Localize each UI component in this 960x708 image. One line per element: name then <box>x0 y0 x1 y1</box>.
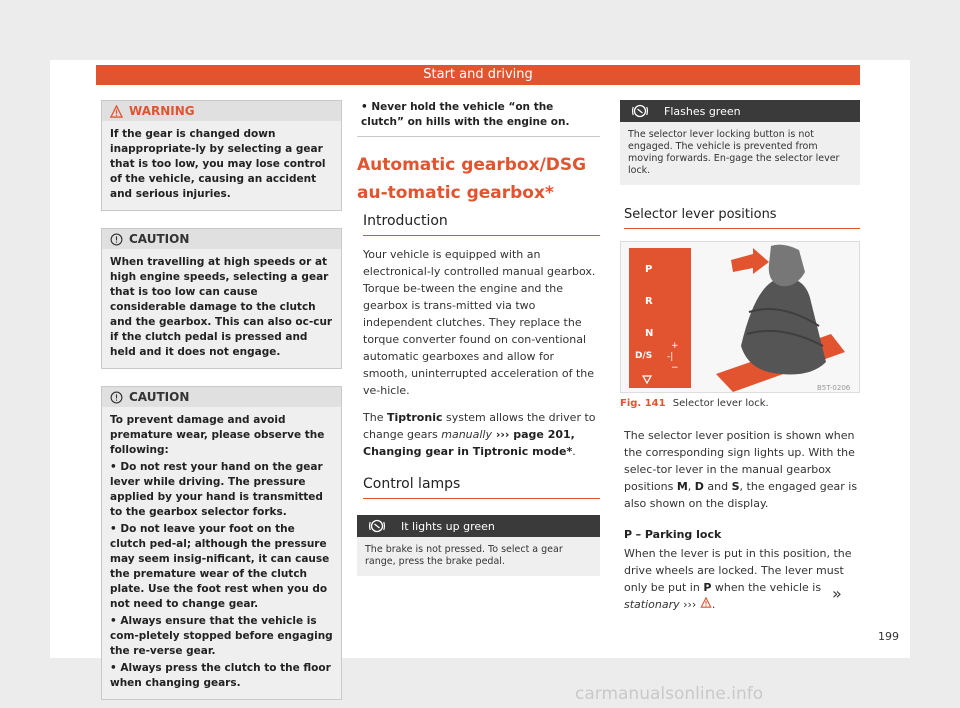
intro-text: Your vehicle is equipped with an electronical-ly controlled manual gearbox. Torque be-tween the engine and the gearbox is trans-mitted via two independent clutches. They replace the torque converter found on con-ventional automatic gearboxes and allow for smooth, uninterrupted acceleration of the ve-hicle. <box>363 248 596 397</box>
gear-lamp-icon <box>632 104 648 118</box>
warning-label: WARNING <box>129 104 195 118</box>
lamp-text: The brake is not pressed. To select a gear range, press the brake pedal. <box>365 544 563 567</box>
caution-icon <box>110 391 123 404</box>
label-p: P <box>645 264 653 275</box>
page-link[interactable]: ››› page 201, Changing gear in Tiptronic mode* <box>363 428 575 458</box>
parking-text: When the lever is put in this position, the drive wheels are locked. The lever must only be put in P when the vehicle is stationary ››› . <box>624 547 852 611</box>
figure-code: B5T-0206 <box>817 384 851 392</box>
parking-symbol: P <box>624 528 633 541</box>
caution-label-1: CAUTION <box>129 232 190 246</box>
lamp-header <box>620 100 860 122</box>
caution-bullet: • Do not leave your foot on the clutch ped-al; although the pressure may seem insig-nificant, it can cause the premature wear of the clutch plate. Use the foot rest when you do not need to change gear. <box>110 523 330 610</box>
left-column <box>101 100 342 708</box>
caution-label-2: CAUTION <box>129 390 190 404</box>
middle-column <box>357 100 600 576</box>
caution-text-1: When travelling at high speeds or at high engine speeds, selecting a gear that is too low can cause considerable damage to the clutch and the gearbox. This can also oc-cur if the clutch pedal is pressed and held and it does not engage. <box>110 256 333 358</box>
figure-caption <box>620 398 860 409</box>
label-ds: D/S <box>635 351 653 361</box>
parking-lock-heading <box>620 528 860 541</box>
warning-box <box>101 100 342 211</box>
caution-bullet: • Always ensure that the vehicle is com-pletely stopped before engaging the re-verse gear. <box>110 615 333 657</box>
selector-heading: Selector lever positions <box>624 207 860 229</box>
figure-caption-text: Selector lever lock. <box>672 398 769 409</box>
section-heading: Automatic gearbox/DSG au-tomatic gearbox* <box>357 155 587 203</box>
selector-text: The selector lever position is shown when the corresponding sign lights up. With the selec-tor lever in the manual gearbox positions M, D and S, the engaged gear is also shown on the display. <box>624 429 858 510</box>
warning-header <box>102 101 341 121</box>
warning-link[interactable]: ››› <box>679 598 700 611</box>
clutch-note: • Never hold the vehicle “on the clutch” on hills with the engine on. <box>361 101 570 128</box>
figure-number: Fig. 141 <box>620 398 666 409</box>
lamp-title: It lights up green <box>401 519 495 533</box>
label-plus: + <box>671 341 679 351</box>
continued-marker: » <box>832 584 842 603</box>
label-n: N <box>645 328 654 339</box>
caution-icon <box>110 233 123 246</box>
label-minus: − <box>671 363 679 373</box>
gear-lamp-icon <box>369 519 385 533</box>
selector-lever-figure <box>620 241 860 393</box>
caution-intro: To prevent damage and avoid premature wear, please observe the following: <box>110 414 325 456</box>
watermark: carmanualsonline.info <box>575 684 764 704</box>
intro-heading: Introduction <box>363 213 600 236</box>
label-r: R <box>645 296 653 307</box>
caution-header-1 <box>102 229 341 249</box>
caution-box-1 <box>101 228 342 369</box>
caution-header-2 <box>102 387 341 407</box>
lamp-flashing <box>620 100 860 185</box>
warning-text: If the gear is changed down inappropriate-ly by selecting a gear that is too low, you may lose control of the vehicle, causing an accident and serious injuries. <box>110 128 326 200</box>
lamp-title: Flashes green <box>664 104 741 118</box>
warning-icon <box>110 105 123 118</box>
selector-lever-illustration <box>621 242 860 393</box>
right-column <box>620 100 860 613</box>
caution-bullet: • Always press the clutch to the floor when changing gears. <box>110 662 331 689</box>
caution-box-2 <box>101 386 342 700</box>
warning-icon <box>700 597 712 608</box>
divider <box>357 136 600 137</box>
section-header: Start and driving <box>96 65 860 85</box>
control-lamps-heading: Control lamps <box>363 476 600 499</box>
lamp-text: The selector lever locking button is not engaged. The vehicle is prevented from moving forwards. En-gage the selector lever lock. <box>628 129 840 176</box>
parking-title: – Parking lock <box>635 528 722 541</box>
label-tip: -| <box>667 352 674 362</box>
page-number: 199 <box>878 630 899 643</box>
lamp-green <box>357 515 600 576</box>
caution-bullet: • Do not rest your hand on the gear lever while driving. The pressure applied by your hand is transmitted to the gearbox selector forks. <box>110 461 323 518</box>
tiptronic-text: The Tiptronic system allows the driver to change gears manually ››› page 201, Changing gear in Tiptronic mode*. <box>363 411 596 458</box>
lamp-header <box>357 515 600 537</box>
